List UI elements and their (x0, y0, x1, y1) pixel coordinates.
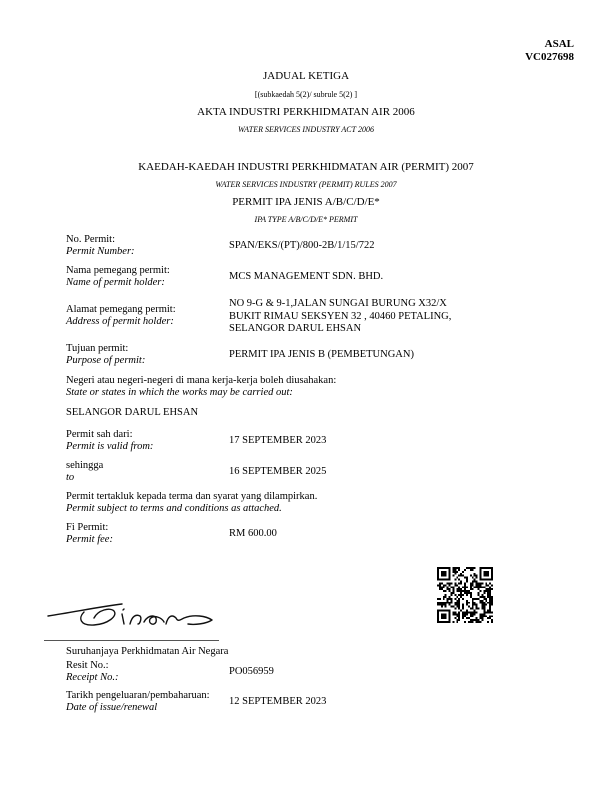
purpose-label (66, 343, 145, 367)
purpose-label-ms: Tujuan permit: (66, 343, 129, 354)
issue-date-label-en: Date of issue/renewal (66, 702, 158, 713)
qr-code (437, 567, 493, 623)
address-label-en: Address of permit holder: (66, 316, 174, 327)
permit-type-ms: PERMIT IPA JENIS A/B/C/D/E* (232, 196, 380, 208)
authority-name: Suruhanjaya Perkhidmatan Air Negara (66, 646, 229, 657)
rules-title-ms: KAEDAH-KAEDAH INDUSTRI PERKHIDMATAN AIR (PERMIT) 2007 (138, 161, 474, 173)
valid-to-label-ms: sehingga (66, 460, 104, 471)
conditions-note-ms: Permit tertakluk kepada terma dan syarat yang dilampirkan. (66, 491, 318, 502)
valid-to-label (66, 460, 103, 484)
address-value (229, 298, 451, 336)
fee-label-en: Permit fee: (66, 534, 113, 545)
states-label (66, 375, 336, 399)
conditions-note-en: Permit subject to terms and conditions as attached. (66, 503, 282, 514)
receipt-label-ms: Resit No.: (66, 660, 109, 671)
act-title-en: WATER SERVICES INDUSTRY ACT 2006 (238, 125, 374, 134)
schedule-title: JADUAL KETIGA (262, 70, 350, 82)
issue-date-label-ms: Tarikh pengeluaran/pembaharuan: (66, 690, 210, 701)
act-title-ms: AKTA INDUSTRI PERKHIDMATAN AIR 2006 (197, 106, 415, 118)
address-line-2: BUKIT RIMAU SEKSYEN 32 , 40460 PETALING, (229, 310, 452, 322)
subrule-reference: [(subkaedah 5(2)/ subrule 5(2) ] (254, 90, 358, 99)
valid-from-value: 17 SEPTEMBER 2023 (229, 435, 327, 446)
permit-number-label (66, 234, 135, 258)
issue-date-label (66, 690, 210, 714)
fee-value: RM 600.00 (229, 528, 277, 539)
permit-number-label-en: Permit Number: (66, 246, 135, 257)
address-label (66, 304, 176, 328)
states-value: SELANGOR DARUL EHSAN (66, 407, 199, 418)
address-label-ms: Alamat pemegang permit: (66, 304, 176, 315)
permit-type-en: IPA TYPE A/B/C/D/E* PERMIT (254, 215, 358, 224)
copy-label: ASAL (544, 38, 574, 50)
valid-to-value: 16 SEPTEMBER 2025 (229, 466, 327, 477)
valid-from-label (66, 429, 153, 453)
purpose-label-en: Purpose of permit: (66, 355, 146, 366)
permit-number-label-ms: No. Permit: (66, 234, 115, 245)
issue-date-value: 12 SEPTEMBER 2023 (229, 696, 327, 707)
states-label-en: State or states in which the works may be carried out: (66, 387, 293, 398)
receipt-label (66, 660, 118, 684)
signature (44, 598, 224, 630)
address-line-1: NO 9-G & 9-1,JALAN SUNGAI BURUNG X32/X (229, 298, 447, 309)
holder-label-ms: Nama pemegang permit: (66, 265, 170, 276)
receipt-label-en: Receipt No.: (66, 672, 119, 683)
holder-label-en: Name of permit holder: (66, 277, 165, 288)
rules-title-en: WATER SERVICES INDUSTRY (PERMIT) RULES 2007 (215, 180, 397, 189)
serial-number: VC027698 (525, 51, 574, 63)
signature-line (44, 640, 219, 641)
states-label-ms: Negeri atau negeri-negeri di mana kerja-kerja boleh diusahakan: (66, 375, 337, 386)
fee-label-ms: Fi Permit: (66, 522, 109, 533)
valid-to-label-en: to (66, 472, 75, 483)
holder-label (66, 265, 170, 289)
address-line-3: SELANGOR DARUL EHSAN (229, 323, 362, 334)
fee-label (66, 522, 113, 546)
valid-from-label-en: Permit is valid from: (66, 441, 154, 452)
conditions-note (66, 491, 317, 515)
permit-number-value: SPAN/EKS/(PT)/800-2B/1/15/722 (229, 240, 375, 251)
holder-value: MCS MANAGEMENT SDN. BHD. (229, 271, 384, 282)
purpose-value: PERMIT IPA JENIS B (PEMBETUNGAN) (229, 349, 414, 360)
copy-marker (525, 38, 574, 64)
valid-from-label-ms: Permit sah dari: (66, 429, 133, 440)
receipt-value: PO056959 (229, 666, 274, 677)
